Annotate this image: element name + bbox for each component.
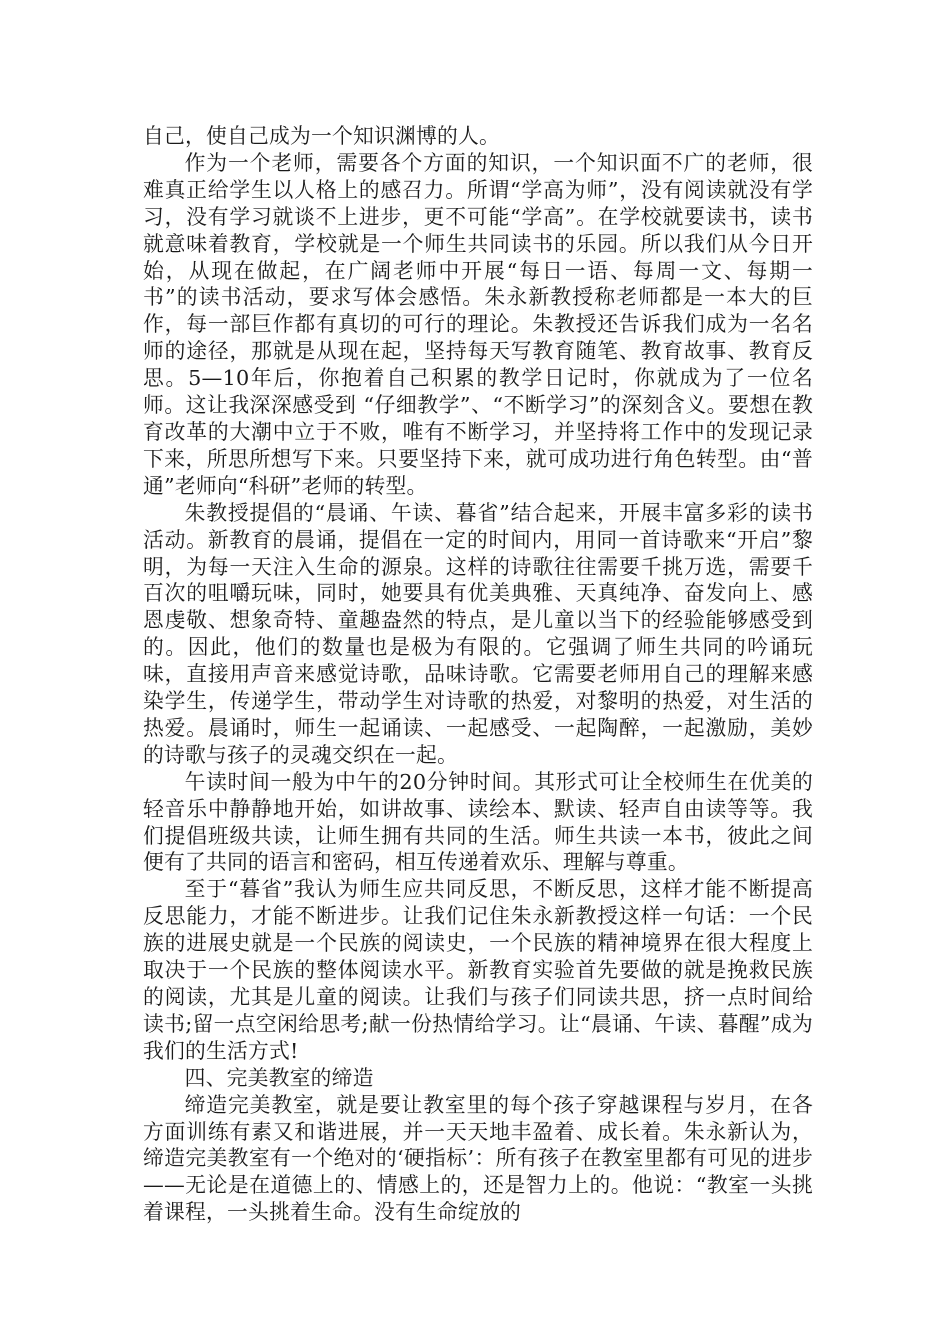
paragraph-noon-reading: 午读时间一般为中午的20分钟时间。其形式可让全校师生在优美的轻音乐中静静地开始，如讲故事、读绘本、默读、轻声自由读等等。我们提倡班级共读，让师生拥有共同的生活。师生共读一本书，彼此之间便有了共同的语言和密码，相互传递着欢乐、理解与尊重。 (143, 769, 813, 875)
paragraph-teacher-knowledge: 作为一个老师，需要各个方面的知识，一个知识面不广的老师，很难真正给学生以人格上的感召力。所谓“学高为师”，没有阅读就没有学习，没有学习就谈不上进步，更不可能“学高”。在学校就要读书，读书就意味着教育，学校就是一个师生共同读书的乐园。所以我们从今日开始，从现在做起，在广阔老师中开展“每日一语、每周一文、每期一书”的读书活动，要求写体会感悟。朱永新教授称老师都是一本大的巨作，每一部巨作都有真切的可行的理论。朱教授还告诉我们成为一名名师的途径，那就是从现在起，坚持每天写教育随笔、教育故事、教育反思。5—10年后，你抱着自己积累的教学日记时，你就成为了一位名师。这让我深深感受到 “仔细教学”、“不断学习”的深刻含义。要想在教育改革的大潮中立于不败，唯有不断学习，并坚持将工作中的发现记录下来，所思所想写下来。只要坚持下来，就可成功进行角色转型。由“普通”老师向“科研”老师的转型。 (143, 150, 813, 498)
paragraph-perfect-classroom: 缔造完美教室，就是要让教室里的每个孩子穿越课程与岁月，在各方面训练有素又和谐进展，并一天天地丰盈着、成长着。朱永新认为，缔造完美教室有一个绝对的‘硬指标’：所有孩子在教室里都有可见的进步——无论是在道德上的、情感上的，还是智力上的。他说：“教室一头挑着课程，一头挑着生命。没有生命绽放的 (143, 1092, 813, 1225)
document-body (143, 123, 813, 1226)
paragraph-continuation: 自己，使自己成为一个知识渊博的人。 (143, 124, 500, 148)
section-heading: 四、完美教室的缔造 (184, 1065, 374, 1090)
paragraph-evening-reflection: 至于“暮省”我认为师生应共同反思，不断反思，这样才能不断提高反思能力，才能不断进步。让我们记住朱永新教授这样一句话：一个民族的进展史就是一个民族的阅读史，一个民族的精神境界在很大程度上取决于一个民族的整体阅读水平。新教育实验首先要做的就是挽救民族的阅读，尤其是儿童的阅读。让我们与孩子们同读共思，挤一点时间给读书;留一点空闲给思考;献一份热情给学习。让“晨诵、午读、暮醒”成为我们的生活方式! (143, 877, 813, 1063)
paragraph-morning-reading: 朱教授提倡的“晨诵、午读、暮省”结合起来，开展丰富多彩的读书活动。新教育的晨诵，提倡在一定的时间内，用同一首诗歌来“开启”黎明，为每一天注入生命的源泉。这样的诗歌往往需要千挑万选，需要千百次的咀嚼玩味，同时，她要具有优美典雅、天真纯净、奋发向上、感恩虔敬、想象奇特、童趣盎然的特点，是儿童以当下的经验能够感受到的。因此，他们的数量也是极为有限的。它强调了师生共同的吟诵玩味，直接用声音来感觉诗歌，品味诗歌。它需要老师用自己的理解来感染学生，传递学生，带动学生对诗歌的热爱，对黎明的热爱，对生活的热爱。晨诵时，师生一起诵读、一起感受、一起陶醉，一起激励，美妙的诗歌与孩子的灵魂交织在一起。 (143, 500, 813, 767)
